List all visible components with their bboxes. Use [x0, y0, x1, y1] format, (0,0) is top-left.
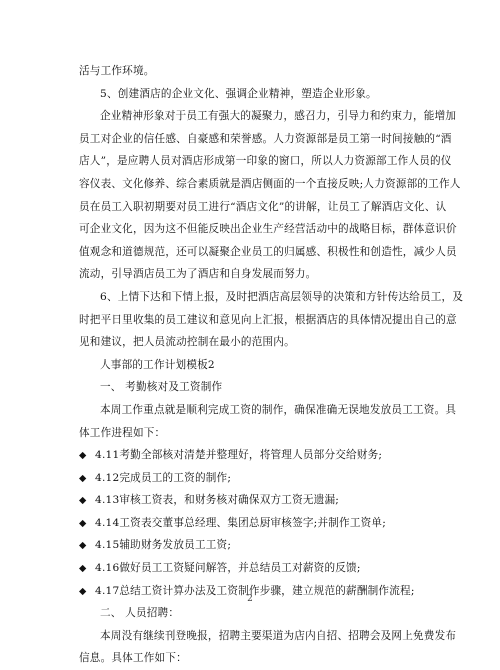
- text-line: 本周工作重点就是顺利完成工资的制作，确保准确无误地发放员工工资。具: [100, 403, 457, 416]
- text-line: 员在员工入职初期要对员工进行“酒店文化”的讲解，让员工了解酒店文化、认: [79, 200, 447, 213]
- text-line: 容仪表、文化修养、综合素质就是酒店侧面的一个直接反映;人力资源部的工作人: [79, 177, 461, 190]
- text-line: 二、 人员招聘：: [100, 607, 180, 620]
- text-line: 人事部的工作计划模板2: [100, 358, 215, 371]
- text-line: 流动，引导酒店员工为了酒店和自身发展而努力。: [79, 268, 317, 281]
- paragraph-block-top: [79, 60, 464, 444]
- text-line: 见和建议，把人员流动控制在最小的范围内。: [79, 336, 295, 349]
- work-progress-list: [79, 444, 431, 602]
- diamond-bullet-icon: ◆: [79, 450, 87, 462]
- paragraph-block-bottom: [79, 602, 457, 670]
- text-line: 企业精神形象对于员工有强大的凝聚力，感召力，引导力和约束力，能增加: [100, 110, 457, 123]
- list-item: [79, 512, 431, 535]
- text-line: 体工作进程如下：: [79, 426, 166, 439]
- diamond-bullet-icon: ◆: [79, 495, 87, 507]
- text-line: 值观念和道德规范，还可以凝聚企业员工的归属感、积极性和创造性，减少人员: [79, 245, 457, 258]
- text-line: 6、上情下达和下情上报，及时把酒店高层领导的决策和方针传达给员工，及: [100, 290, 464, 303]
- diamond-bullet-icon: ◆: [79, 563, 87, 575]
- list-item: [79, 444, 431, 467]
- list-item: [79, 557, 431, 580]
- list-item-text: 4.11考勤全部核对清楚并整理好，将管理人员部分交给财务;: [95, 449, 383, 462]
- diamond-bullet-icon: ◆: [79, 540, 87, 552]
- list-item-text: 4.16做好员工工资疑问解答，并总结员工对薪资的反馈;: [95, 562, 361, 575]
- text-line: 店人”，是应聘人员对酒店形成第一印象的窗口，所以人力资源部工作人员的仪: [79, 155, 452, 168]
- text-line: 一、 考勤核对及工资制作: [100, 381, 223, 394]
- list-item: [79, 489, 431, 512]
- list-item: [79, 534, 431, 557]
- list-item-text: 4.17总结工资计算办法及工资制作步骤，建立规范的薪酬制作流程;: [95, 584, 415, 597]
- text-line: 活与工作环境。: [79, 65, 155, 77]
- page-number: 2: [247, 594, 253, 604]
- list-item: [79, 467, 431, 490]
- text-line: 可企业文化，因为这不但能反映出企业生产经营活动中的战略目标，群体意识价: [79, 223, 457, 236]
- text-line: 时把平日里收集的员工建议和意见向上汇报，根据酒店的具体情况提出自己的意: [79, 313, 457, 326]
- list-item-text: 4.15辅助财务发放员工工资;: [95, 539, 232, 552]
- text-line: 信息。具体工作如下：: [79, 652, 187, 665]
- diamond-bullet-icon: ◆: [79, 472, 87, 484]
- diamond-bullet-icon: ◆: [79, 585, 87, 597]
- list-item-text: 4.13审核工资表，和财务核对确保双方工资无遗漏;: [95, 494, 340, 507]
- list-item-text: 4.12完成员工的工资的制作;: [95, 471, 232, 484]
- list-item-text: 4.14工资表交董事总经理、集团总厨审核签字;并制作工资单;: [95, 516, 386, 529]
- text-line: 5、创建酒店的企业文化、强调企业精神，塑造企业形象。: [100, 87, 377, 100]
- diamond-bullet-icon: ◆: [79, 517, 87, 529]
- text-line: 本周没有继续刊登晚报，招聘主要渠道为店内自招、招聘会及网上免费发布: [100, 629, 457, 642]
- text-line: 员工对企业的信任感、自豪感和荣誉感。人力资源部是员工第一时间接触的“酒: [79, 132, 452, 145]
- document-body: [79, 60, 464, 670]
